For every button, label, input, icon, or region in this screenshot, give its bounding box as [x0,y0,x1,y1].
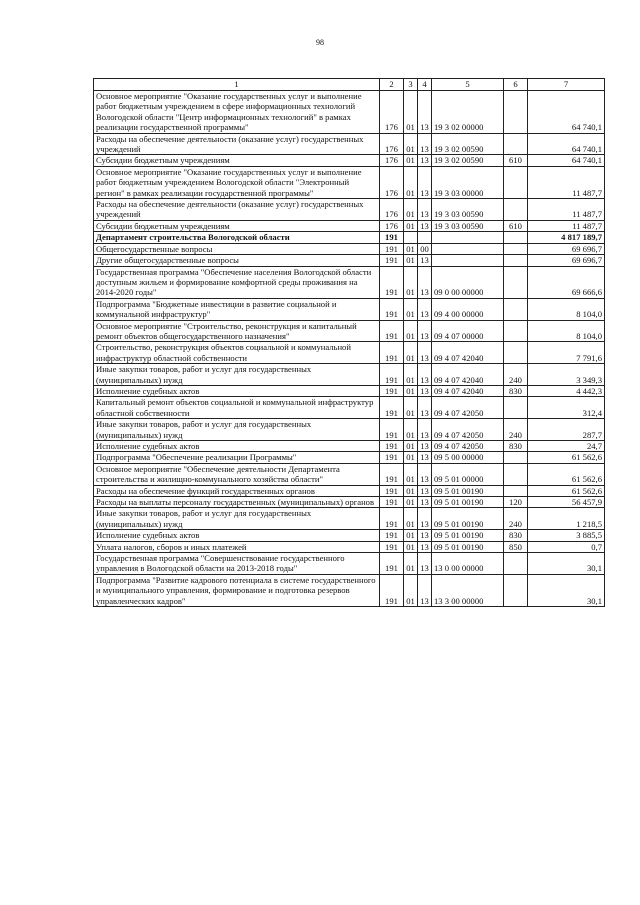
table-row [94,452,605,463]
table-row [94,232,605,243]
cell-expense-type: 610 [504,220,528,231]
cell-sum: 11 487,7 [528,220,605,231]
cell-name: Основное мероприятие "Оказание государственных услуг и выполнение работ бюджетным учреждением Вологодской области "Электронный регион" в рамках реализации государственной программы" [94,166,380,198]
header-cell-admin: 2 [380,79,404,91]
table-row [94,508,605,530]
cell-target-article: 09 4 07 42040 [432,342,504,364]
table-row [94,497,605,508]
cell-sum: 8 104,0 [528,298,605,320]
table-row [94,166,605,198]
cell-target-article: 19 3 02 00000 [432,91,504,134]
cell-section: 01 [404,155,418,166]
cell-expense-type [504,397,528,419]
cell-admin: 191 [380,255,404,266]
cell-sum: 11 487,7 [528,166,605,198]
cell-expense-type: 830 [504,441,528,452]
cell-expense-type [504,485,528,496]
cell-admin: 191 [380,497,404,508]
table-row [94,298,605,320]
cell-name: Иные закупки товаров, работ и услуг для государственных (муниципальных) нужд [94,508,380,530]
cell-admin: 191 [380,419,404,441]
cell-name: Основное мероприятие "Оказание государственных услуг и выполнение работ бюджетным учреждением в сфере информационных технологий Вологодской области "Центр информационных технологий" в рамках реализации государственной программы" [94,91,380,134]
table-row [94,419,605,441]
cell-expense-type: 830 [504,530,528,541]
cell-subsection: 13 [418,166,432,198]
cell-section: 01 [404,508,418,530]
cell-subsection: 13 [418,541,432,552]
cell-name: Основное мероприятие "Строительство, реконструкция и капитальный ремонт объектов общегосударственного назначения" [94,320,380,342]
table-row [94,397,605,419]
cell-target-article: 19 3 02 00590 [432,133,504,155]
cell-target-article: 09 0 00 00000 [432,266,504,298]
cell-name: Уплата налогов, сборов и иных платежей [94,541,380,552]
table-header [94,79,605,91]
table-row [94,342,605,364]
cell-expense-type [504,320,528,342]
cell-subsection: 13 [418,385,432,396]
cell-sum: 8 104,0 [528,320,605,342]
cell-sum: 64 740,1 [528,155,605,166]
table-row [94,199,605,221]
cell-subsection: 13 [418,342,432,364]
cell-section: 01 [404,199,418,221]
cell-target-article: 09 4 07 42050 [432,397,504,419]
cell-target-article: 09 5 00 00000 [432,452,504,463]
cell-section: 01 [404,243,418,254]
cell-section: 01 [404,530,418,541]
cell-expense-type: 240 [504,508,528,530]
cell-expense-type [504,553,528,575]
cell-sum: 4 817 189,7 [528,232,605,243]
cell-section: 01 [404,419,418,441]
cell-section: 01 [404,385,418,396]
table-row [94,385,605,396]
cell-name: Расходы на обеспечение функций государственных органов [94,485,380,496]
cell-sum: 56 457,9 [528,497,605,508]
cell-name: Иные закупки товаров, работ и услуг для государственных (муниципальных) нужд [94,419,380,441]
cell-expense-type [504,574,528,606]
cell-expense-type: 830 [504,385,528,396]
cell-admin: 191 [380,385,404,396]
cell-subsection: 13 [418,530,432,541]
cell-sum: 30,1 [528,574,605,606]
cell-subsection: 13 [418,91,432,134]
cell-expense-type [504,463,528,485]
cell-target-article: 09 5 01 00190 [432,485,504,496]
cell-section: 01 [404,220,418,231]
cell-sum: 4 442,3 [528,385,605,396]
table-row [94,155,605,166]
cell-sum: 312,4 [528,397,605,419]
page-number: 98 [316,38,324,47]
cell-subsection: 13 [418,155,432,166]
cell-admin: 191 [380,441,404,452]
cell-section: 01 [404,397,418,419]
cell-section: 01 [404,553,418,575]
header-cell-sum: 7 [528,79,605,91]
cell-target-article: 09 5 01 00190 [432,508,504,530]
cell-subsection: 13 [418,485,432,496]
cell-name: Исполнение судебных актов [94,530,380,541]
cell-sum: 287,7 [528,419,605,441]
cell-name: Государственная программа "Совершенствование государственного управления в Вологодской области на 2013-2018 годы" [94,553,380,575]
cell-name: Строительство, реконструкция объектов социальной и коммунальной инфраструктур областной собственности [94,342,380,364]
cell-sum: 64 740,1 [528,133,605,155]
cell-name: Исполнение судебных актов [94,441,380,452]
cell-subsection: 13 [418,463,432,485]
cell-admin: 176 [380,91,404,134]
cell-expense-type [504,452,528,463]
cell-subsection: 13 [418,508,432,530]
cell-admin: 191 [380,485,404,496]
cell-section: 01 [404,574,418,606]
cell-subsection: 00 [418,243,432,254]
cell-target-article: 09 5 01 00190 [432,530,504,541]
cell-name: Иные закупки товаров, работ и услуг для государственных (муниципальных) нужд [94,364,380,386]
cell-section: 01 [404,497,418,508]
cell-admin: 191 [380,508,404,530]
cell-subsection: 13 [418,133,432,155]
cell-target-article: 09 5 01 00190 [432,497,504,508]
cell-subsection [418,232,432,243]
cell-target-article: 09 4 07 42050 [432,441,504,452]
cell-name: Государственная программа "Обеспечение населения Вологодской области доступным жильем и формирование комфортной среды проживания на 2014-2020 годы" [94,266,380,298]
cell-admin: 191 [380,342,404,364]
cell-section: 01 [404,342,418,364]
cell-target-article: 09 4 07 42040 [432,385,504,396]
cell-admin: 191 [380,397,404,419]
cell-target-article: 19 3 03 00590 [432,220,504,231]
cell-name: Основное мероприятие "Обеспечение деятельности Департамента строительства и жилищно-коммунального хозяйства области" [94,463,380,485]
cell-admin: 191 [380,574,404,606]
cell-subsection: 13 [418,419,432,441]
cell-admin: 191 [380,364,404,386]
cell-subsection: 13 [418,320,432,342]
header-cell-expense-type: 6 [504,79,528,91]
cell-expense-type: 120 [504,497,528,508]
cell-target-article [432,232,504,243]
cell-sum: 3 349,3 [528,364,605,386]
table-row [94,574,605,606]
cell-expense-type [504,232,528,243]
cell-name: Расходы на выплаты персоналу государственных (муниципальных) органов [94,497,380,508]
table-row [94,243,605,254]
cell-name: Подпрограмма "Развитие кадрового потенциала в системе государственного и муниципального управления, формирование и подготовка резервов управленческих кадров" [94,574,380,606]
cell-expense-type [504,266,528,298]
table-row [94,463,605,485]
cell-subsection: 13 [418,441,432,452]
cell-name: Подпрограмма "Обеспечение реализации Программы" [94,452,380,463]
cell-section: 01 [404,441,418,452]
cell-sum: 61 562,6 [528,452,605,463]
cell-subsection: 13 [418,553,432,575]
cell-section: 01 [404,166,418,198]
cell-section: 01 [404,133,418,155]
cell-expense-type: 240 [504,364,528,386]
table-row [94,91,605,134]
cell-expense-type [504,298,528,320]
cell-name: Общегосударственные вопросы [94,243,380,254]
header-row [94,79,605,91]
cell-expense-type [504,91,528,134]
cell-sum: 0,7 [528,541,605,552]
cell-admin: 191 [380,452,404,463]
cell-name: Субсидии бюджетным учреждениям [94,220,380,231]
table-row [94,553,605,575]
cell-expense-type [504,342,528,364]
header-cell-target-article: 5 [432,79,504,91]
cell-sum: 69 696,7 [528,255,605,266]
cell-expense-type: 240 [504,419,528,441]
cell-sum: 64 740,1 [528,91,605,134]
cell-admin: 191 [380,541,404,552]
cell-target-article: 19 3 02 00590 [432,155,504,166]
cell-sum: 61 562,6 [528,463,605,485]
cell-expense-type: 610 [504,155,528,166]
cell-expense-type [504,199,528,221]
cell-section: 01 [404,463,418,485]
cell-sum: 69 666,6 [528,266,605,298]
cell-sum: 11 487,7 [528,199,605,221]
cell-sum: 24,7 [528,441,605,452]
cell-expense-type [504,166,528,198]
table-row [94,266,605,298]
cell-section: 01 [404,541,418,552]
cell-admin: 191 [380,530,404,541]
cell-target-article: 09 4 07 42050 [432,419,504,441]
cell-subsection: 13 [418,452,432,463]
cell-admin: 191 [380,320,404,342]
cell-sum: 69 696,7 [528,243,605,254]
table-row [94,441,605,452]
cell-name: Расходы на обеспечение деятельности (оказание услуг) государственных учреждений [94,199,380,221]
cell-admin: 191 [380,243,404,254]
header-cell-subsection: 4 [418,79,432,91]
cell-name: Капитальный ремонт объектов социальной и коммунальной инфраструктур областной собственности [94,397,380,419]
table-row [94,485,605,496]
cell-target-article [432,243,504,254]
cell-sum: 7 791,6 [528,342,605,364]
cell-target-article: 13 3 00 00000 [432,574,504,606]
cell-target-article: 09 4 07 42040 [432,364,504,386]
cell-sum: 1 218,5 [528,508,605,530]
cell-subsection: 13 [418,266,432,298]
table-row [94,541,605,552]
cell-admin: 176 [380,166,404,198]
cell-target-article: 09 4 07 00000 [432,320,504,342]
cell-target-article: 19 3 03 00000 [432,166,504,198]
cell-subsection: 13 [418,364,432,386]
cell-subsection: 13 [418,298,432,320]
table-row [94,220,605,231]
cell-section: 01 [404,485,418,496]
cell-expense-type [504,255,528,266]
table-row [94,255,605,266]
budget-table [93,78,605,607]
table-body [94,91,605,607]
table-row [94,133,605,155]
cell-target-article [432,255,504,266]
cell-admin: 191 [380,298,404,320]
cell-expense-type [504,243,528,254]
cell-sum: 3 885,5 [528,530,605,541]
cell-name: Другие общегосударственные вопросы [94,255,380,266]
cell-target-article: 13 0 00 00000 [432,553,504,575]
table-row [94,364,605,386]
cell-subsection: 13 [418,497,432,508]
cell-admin: 191 [380,232,404,243]
cell-section: 01 [404,255,418,266]
cell-name: Расходы на обеспечение деятельности (оказание услуг) государственных учреждений [94,133,380,155]
cell-target-article: 09 5 01 00000 [432,463,504,485]
cell-name: Субсидии бюджетным учреждениям [94,155,380,166]
cell-admin: 191 [380,553,404,575]
cell-section: 01 [404,298,418,320]
cell-subsection: 13 [418,255,432,266]
cell-name: Исполнение судебных актов [94,385,380,396]
table-row [94,530,605,541]
cell-target-article: 19 3 03 00590 [432,199,504,221]
cell-admin: 191 [380,463,404,485]
cell-target-article: 09 4 00 00000 [432,298,504,320]
table-row [94,320,605,342]
cell-admin: 176 [380,199,404,221]
cell-name: Подпрограмма "Бюджетные инвестиции в развитие социальной и коммунальной инфраструктур" [94,298,380,320]
cell-sum: 61 562,6 [528,485,605,496]
cell-expense-type [504,133,528,155]
cell-section: 01 [404,91,418,134]
cell-admin: 191 [380,266,404,298]
cell-section: 01 [404,364,418,386]
cell-section [404,232,418,243]
cell-section: 01 [404,452,418,463]
cell-expense-type: 850 [504,541,528,552]
cell-subsection: 13 [418,574,432,606]
cell-section: 01 [404,266,418,298]
cell-section: 01 [404,320,418,342]
cell-admin: 176 [380,155,404,166]
cell-subsection: 13 [418,397,432,419]
cell-sum: 30,1 [528,553,605,575]
header-cell-section: 3 [404,79,418,91]
cell-subsection: 13 [418,199,432,221]
cell-subsection: 13 [418,220,432,231]
cell-name: Департамент строительства Вологодской области [94,232,380,243]
header-cell-name: 1 [94,79,380,91]
cell-admin: 176 [380,220,404,231]
cell-target-article: 09 5 01 00190 [432,541,504,552]
cell-admin: 176 [380,133,404,155]
